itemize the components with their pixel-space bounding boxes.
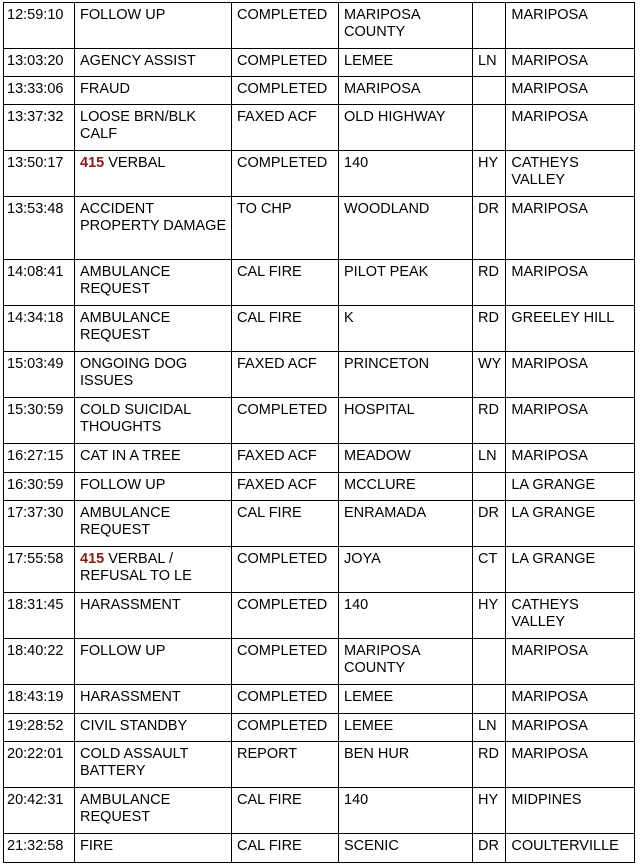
penal-code-label: 415 — [80, 551, 105, 567]
city-cell: LA GRANGE — [506, 473, 635, 501]
call-type-text: AMBULANCE REQUEST — [80, 264, 171, 297]
call-type-cell — [75, 547, 232, 593]
street-cell: PILOT PEAK — [339, 260, 473, 306]
city-cell: CATHEYS VALLEY — [506, 593, 635, 639]
call-time-cell: 16:30:59 — [4, 473, 75, 501]
call-time-cell: 12:59:10 — [4, 3, 75, 49]
disposition-cell: COMPLETED — [232, 49, 339, 77]
city-cell: MARIPOSA — [506, 444, 635, 473]
city-cell: MARIPOSA — [506, 105, 635, 151]
disposition-cell: CAL FIRE — [232, 306, 339, 352]
city-cell: GREELEY HILL — [506, 306, 635, 352]
street-suffix-cell: DR — [473, 197, 506, 260]
city-cell: MARIPOSA — [506, 742, 635, 788]
call-time-cell: 13:03:20 — [4, 49, 75, 77]
call-type-text: HARASSMENT — [80, 597, 181, 613]
street-suffix-cell — [473, 639, 506, 685]
call-log-body — [4, 3, 635, 863]
call-type-cell — [75, 3, 232, 49]
street-cell: LEMEE — [339, 49, 473, 77]
table-row — [4, 834, 635, 863]
call-type-text: VERBAL / REFUSAL TO LE — [80, 551, 192, 584]
street-cell: K — [339, 306, 473, 352]
call-type-cell — [75, 352, 232, 398]
city-cell: MARIPOSA — [506, 260, 635, 306]
street-suffix-cell — [473, 685, 506, 714]
street-suffix-cell — [473, 3, 506, 49]
call-type-cell — [75, 501, 232, 547]
street-cell: SCENIC — [339, 834, 473, 863]
call-time-cell: 14:08:41 — [4, 260, 75, 306]
table-row — [4, 105, 635, 151]
city-cell: MARIPOSA — [506, 3, 635, 49]
call-type-text: FOLLOW UP — [80, 477, 166, 493]
call-type-text: AMBULANCE REQUEST — [80, 505, 171, 538]
street-suffix-cell: RD — [473, 742, 506, 788]
disposition-cell: FAXED ACF — [232, 352, 339, 398]
call-type-cell — [75, 714, 232, 742]
city-cell: MARIPOSA — [506, 49, 635, 77]
disposition-cell: FAXED ACF — [232, 105, 339, 151]
call-time-cell: 13:53:48 — [4, 197, 75, 260]
disposition-cell: FAXED ACF — [232, 444, 339, 473]
city-cell: MARIPOSA — [506, 77, 635, 105]
call-type-cell — [75, 788, 232, 834]
street-cell: WOODLAND — [339, 197, 473, 260]
call-type-cell — [75, 260, 232, 306]
call-time-cell: 14:34:18 — [4, 306, 75, 352]
call-type-cell — [75, 834, 232, 863]
table-row — [4, 306, 635, 352]
call-time-cell: 20:42:31 — [4, 788, 75, 834]
disposition-cell: FAXED ACF — [232, 473, 339, 501]
call-type-cell — [75, 685, 232, 714]
call-time-cell: 17:37:30 — [4, 501, 75, 547]
city-cell: COULTERVILLE — [506, 834, 635, 863]
call-type-text: FRAUD — [80, 81, 130, 97]
call-time-cell: 13:37:32 — [4, 105, 75, 151]
city-cell: MARIPOSA — [506, 714, 635, 742]
disposition-cell: COMPLETED — [232, 151, 339, 197]
city-cell: LA GRANGE — [506, 501, 635, 547]
disposition-cell: COMPLETED — [232, 685, 339, 714]
call-time-cell: 18:31:45 — [4, 593, 75, 639]
disposition-cell: REPORT — [232, 742, 339, 788]
street-suffix-cell: HY — [473, 593, 506, 639]
call-type-cell — [75, 398, 232, 444]
call-type-text: ACCIDENT PROPERTY DAMAGE — [80, 201, 227, 234]
street-cell: 140 — [339, 151, 473, 197]
street-cell: MARIPOSA — [339, 77, 473, 105]
street-suffix-cell: RD — [473, 398, 506, 444]
call-type-cell — [75, 593, 232, 639]
street-suffix-cell: LN — [473, 714, 506, 742]
city-cell: MARIPOSA — [506, 352, 635, 398]
street-cell: OLD HIGHWAY — [339, 105, 473, 151]
call-type-text: COLD SUICIDAL THOUGHTS — [80, 402, 191, 435]
disposition-cell: TO CHP — [232, 197, 339, 260]
disposition-cell: COMPLETED — [232, 547, 339, 593]
call-type-cell — [75, 77, 232, 105]
table-row — [4, 3, 635, 49]
table-row — [4, 742, 635, 788]
street-suffix-cell — [473, 77, 506, 105]
street-cell: PRINCETON — [339, 352, 473, 398]
street-cell: ENRAMADA — [339, 501, 473, 547]
call-type-text: AMBULANCE REQUEST — [80, 792, 171, 825]
city-cell: MARIPOSA — [506, 685, 635, 714]
call-type-text: AMBULANCE REQUEST — [80, 310, 171, 343]
street-cell: MEADOW — [339, 444, 473, 473]
table-row — [4, 685, 635, 714]
street-suffix-cell — [473, 473, 506, 501]
call-time-cell: 18:43:19 — [4, 685, 75, 714]
disposition-cell: COMPLETED — [232, 639, 339, 685]
table-row — [4, 49, 635, 77]
table-row — [4, 788, 635, 834]
city-cell: MARIPOSA — [506, 398, 635, 444]
street-suffix-cell: RD — [473, 306, 506, 352]
disposition-cell: COMPLETED — [232, 714, 339, 742]
call-time-cell: 21:32:58 — [4, 834, 75, 863]
disposition-cell: COMPLETED — [232, 398, 339, 444]
table-row — [4, 197, 635, 260]
call-time-cell: 17:55:58 — [4, 547, 75, 593]
table-row — [4, 77, 635, 105]
street-cell: MCCLURE — [339, 473, 473, 501]
call-type-text: LOOSE BRN/BLK CALF — [80, 109, 197, 142]
call-time-cell: 19:28:52 — [4, 714, 75, 742]
table-row — [4, 352, 635, 398]
disposition-cell: CAL FIRE — [232, 788, 339, 834]
disposition-cell: CAL FIRE — [232, 501, 339, 547]
street-cell: LEMEE — [339, 714, 473, 742]
street-suffix-cell: CT — [473, 547, 506, 593]
disposition-cell: COMPLETED — [232, 3, 339, 49]
table-row — [4, 639, 635, 685]
street-suffix-cell: LN — [473, 444, 506, 473]
penal-code-label: 415 — [80, 155, 105, 171]
call-type-cell — [75, 306, 232, 352]
street-cell: JOYA — [339, 547, 473, 593]
street-suffix-cell: DR — [473, 834, 506, 863]
table-row — [4, 593, 635, 639]
street-suffix-cell: HY — [473, 151, 506, 197]
table-row — [4, 714, 635, 742]
call-type-text: FIRE — [80, 838, 114, 854]
street-cell: BEN HUR — [339, 742, 473, 788]
call-type-text: ONGOING DOG ISSUES — [80, 356, 188, 389]
call-type-cell — [75, 151, 232, 197]
table-row — [4, 444, 635, 473]
call-type-cell — [75, 444, 232, 473]
call-time-cell: 20:22:01 — [4, 742, 75, 788]
call-time-cell: 13:50:17 — [4, 151, 75, 197]
call-type-text: VERBAL — [104, 155, 166, 171]
street-suffix-cell: DR — [473, 501, 506, 547]
call-type-cell — [75, 742, 232, 788]
table-row — [4, 547, 635, 593]
call-type-cell — [75, 105, 232, 151]
street-cell: 140 — [339, 593, 473, 639]
table-row — [4, 398, 635, 444]
call-type-cell — [75, 49, 232, 77]
street-suffix-cell: LN — [473, 49, 506, 77]
street-suffix-cell: RD — [473, 260, 506, 306]
call-type-text: CIVIL STANDBY — [80, 718, 188, 734]
call-time-cell: 18:40:22 — [4, 639, 75, 685]
street-suffix-cell — [473, 105, 506, 151]
call-time-cell: 16:27:15 — [4, 444, 75, 473]
call-type-text: CAT IN A TREE — [80, 448, 181, 464]
city-cell: MARIPOSA — [506, 639, 635, 685]
call-time-cell: 15:03:49 — [4, 352, 75, 398]
street-cell: LEMEE — [339, 685, 473, 714]
city-cell: MARIPOSA — [506, 197, 635, 260]
city-cell: CATHEYS VALLEY — [506, 151, 635, 197]
street-suffix-cell: HY — [473, 788, 506, 834]
disposition-cell: COMPLETED — [232, 77, 339, 105]
street-cell: 140 — [339, 788, 473, 834]
disposition-cell: CAL FIRE — [232, 834, 339, 863]
call-type-cell — [75, 639, 232, 685]
city-cell: MIDPINES — [506, 788, 635, 834]
call-type-cell — [75, 473, 232, 501]
street-cell: MARIPOSA COUNTY — [339, 639, 473, 685]
table-row — [4, 501, 635, 547]
call-type-text: COLD ASSAULT BATTERY — [80, 746, 189, 779]
street-cell: HOSPITAL — [339, 398, 473, 444]
street-cell: MARIPOSA COUNTY — [339, 3, 473, 49]
street-suffix-cell: WY — [473, 352, 506, 398]
city-cell: LA GRANGE — [506, 547, 635, 593]
call-type-text: AGENCY ASSIST — [80, 53, 196, 69]
call-time-cell: 15:30:59 — [4, 398, 75, 444]
disposition-cell: COMPLETED — [232, 593, 339, 639]
call-type-text: HARASSMENT — [80, 689, 181, 705]
table-row — [4, 151, 635, 197]
call-type-text: FOLLOW UP — [80, 7, 166, 23]
call-type-cell — [75, 197, 232, 260]
call-type-text: FOLLOW UP — [80, 643, 166, 659]
table-row — [4, 473, 635, 501]
call-log-table — [3, 2, 635, 863]
call-time-cell: 13:33:06 — [4, 77, 75, 105]
table-row — [4, 260, 635, 306]
disposition-cell: CAL FIRE — [232, 260, 339, 306]
